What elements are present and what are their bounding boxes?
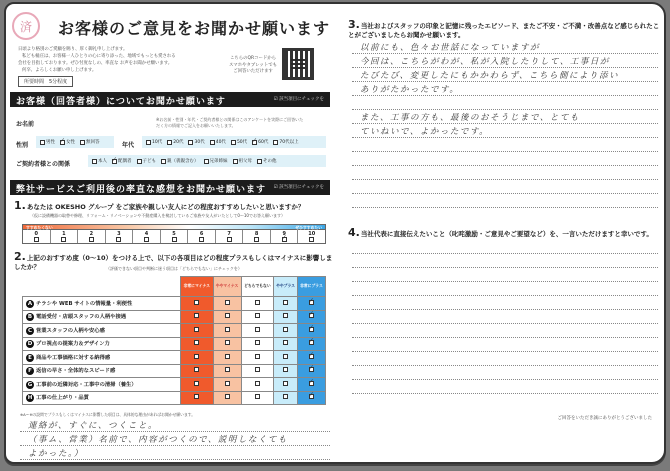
answer-line[interactable] [352,194,658,208]
checkbox[interactable] [194,327,199,332]
age-option[interactable]: ✓ 60代 [252,139,268,145]
answer-line[interactable]: （事ム、営業）名前で、内容がつくので、説明しなくても [20,432,330,446]
answer-line[interactable] [352,296,658,310]
answer-line[interactable] [352,166,658,180]
relation-option[interactable]: 子ども [137,158,157,164]
q2-answer-area[interactable] [20,418,330,460]
col-header: ややマイナス [213,277,241,297]
gender-option[interactable]: 無回答 [80,139,100,145]
relation-options [88,155,326,167]
checkbox[interactable] [283,394,288,399]
duration-label: 所要時間 5分程度 [18,76,73,87]
gender-option[interactable]: 男性 [40,139,55,145]
checkbox[interactable] [283,327,288,332]
checkbox[interactable] [188,140,193,145]
checkbox[interactable] [144,237,149,242]
checkbox[interactable] [34,237,39,242]
q3-title: 3.当社およびスタッフの印象と記憶に残ったエピソード、またご不安・ご不満・改善点など感じられたことがございましたらお聞かせ願います。 [348,18,660,39]
checkbox[interactable] [146,140,151,145]
checkbox[interactable] [257,159,262,164]
checkbox[interactable] [255,300,260,305]
qr-instructions: こちらのQRコードから スマホやタブレットでも ご回答いただけます [229,56,277,74]
name-label: お名前 [16,121,35,128]
age-option[interactable]: 30代 [188,139,204,145]
checkbox[interactable] [210,140,215,145]
answer-line[interactable] [352,352,658,366]
checkbox[interactable] [225,340,230,345]
checkbox[interactable] [225,394,230,399]
scale-option-8[interactable]: 8 [243,230,271,243]
scale-option-3[interactable]: 3 [106,230,134,243]
survey-sheet [4,2,666,464]
answer-line[interactable] [352,180,658,194]
answer-line[interactable] [352,338,658,352]
answer-line[interactable] [352,366,658,380]
q1-subtitle: （仮に設備機器の取替や修理、リフォーム・リノベーションや不動産購入を検討しているご家族や友人がいたとして0〜10でお答え願います） [30,213,285,218]
intro-text: 日頃より格別のご愛顧を賜り、厚く御礼申し上げます。 私ども桶庄は、お客様一人ひとりの心に寄り添った、地域でもっとも愛される 会社を目指しております。ぜひ忖度なしの、率直な お声をお聞かせ願います。 何卒、よろしくお願い申し上げます。 [18,47,176,73]
q2-title: 2.上記のおすすめ度（0〜10）をつける上で、以下の各項目はどの程度プラスもしくはマイナスに影響しましたか？ [14,250,333,271]
col-header: 非常にプラス [297,277,325,297]
q1-title: 1.あなたは OKESHO グループ をご家族や親しい友人にどの程度おすすめしたいと思いますか？ [14,199,305,212]
col-header: 非常にマイナス [181,277,214,297]
q2-footnote: ※A〜Hの設問でプラスもしくはマイナスに影響した項目は、具体的な理由があればお聞かせ願います。 [20,412,196,417]
checkbox[interactable] [194,381,199,386]
answer-line[interactable] [352,254,658,268]
checkbox-checked[interactable] [60,140,65,145]
checkbox[interactable] [309,237,314,242]
impact-table [22,276,326,405]
relation-label: ご契約者様との関係 [16,161,71,168]
answer-line[interactable] [352,324,658,338]
age-option[interactable]: 10代 [146,139,162,145]
q4-title: 4.当社代表に直接伝えたいこと（叱咤激励・ご意見やご要望など）を、一言いただけますと幸いです。 [348,226,653,239]
table-row: C 営業スタッフの人柄や安心感 ✓ [23,324,326,338]
checkbox[interactable] [167,140,172,145]
q3-answer-area[interactable] [352,40,658,208]
checkbox[interactable] [80,140,85,145]
checkbox[interactable] [204,159,209,164]
checkbox[interactable] [231,140,236,145]
checkbox[interactable] [194,313,199,318]
checkbox[interactable] [255,367,260,372]
answer-line[interactable]: ありがたかったです。 [352,82,658,96]
answer-line[interactable] [352,268,658,282]
letter-a-icon: A [27,300,33,307]
checkbox[interactable] [194,367,199,372]
letter-c-icon: C [27,327,33,334]
checkbox-checked[interactable] [309,340,314,345]
relation-option[interactable]: 兄弟姉妹 [204,158,228,164]
recommend-scale [22,224,326,244]
checkbox-checked[interactable] [309,313,314,318]
table-row: H 工事の仕上がり・品質 ✓ [23,391,326,405]
checkbox[interactable] [283,300,288,305]
scale-option-0[interactable]: 0 [23,230,51,243]
checkbox-checked[interactable] [252,140,257,145]
checkbox[interactable] [89,237,94,242]
checkbox[interactable] [255,327,260,332]
checkbox-checked[interactable] [309,367,314,372]
scale-option-4[interactable]: 4 [133,230,161,243]
scale-option-1[interactable]: 1 [51,230,79,243]
answer-line[interactable]: たびたび、変更したにもかかわらず、こちら側により添い [352,68,658,82]
col-header: どちらでもない [241,277,274,297]
thanks-message: ご回答をいただき誠にありがとうございました [557,416,652,421]
table-row: A チラシや WEB サイトの情報量・利便性 ✓ [23,297,326,311]
checkbox[interactable] [40,140,45,145]
age-label: 年代 [122,142,135,149]
service-section-header: 弊社サービスご利用後の率直な感想をお聞かせ願います ☑ 該当項目にチェックを [10,180,330,195]
scale-option-10[interactable]: 10 [298,230,325,243]
answer-line[interactable]: よかった。） [20,446,330,460]
checkbox[interactable] [283,340,288,345]
letter-g-icon: G [27,381,33,388]
table-row: D プロ視点の提案力＆デザイン力 ✓ [23,337,326,351]
age-option[interactable]: 40代 [210,139,226,145]
age-option[interactable]: 50代 [231,139,247,145]
checkbox-checked[interactable] [309,327,314,332]
answer-line[interactable]: 以前にも、色々お世話になっていますが [352,40,658,54]
checkbox[interactable] [255,340,260,345]
answer-line[interactable]: また、工事の方も、最後のおそうじまで、とても [352,110,658,124]
checkbox-checked[interactable] [112,159,117,164]
letter-e-icon: E [26,354,34,362]
checkbox[interactable] [225,381,230,386]
table-row: G 工事前の近隣対応・工事中の清掃（養生） ✓ [23,378,326,392]
answer-line[interactable]: 今回は、こちらがわが、私が入院したりして、工事日が [352,54,658,68]
checkbox-checked[interactable] [309,354,314,359]
age-option[interactable]: 20代 [167,139,183,145]
checkbox-checked[interactable] [309,300,314,305]
checkbox[interactable] [233,159,238,164]
scale-option-7[interactable]: 7 [216,230,244,243]
checkbox[interactable] [283,354,288,359]
col-header: ややプラス [274,277,298,297]
letter-d-icon: D [27,341,33,348]
checkbox[interactable] [283,313,288,318]
age-option[interactable]: 70代以上 [273,139,298,145]
checkbox[interactable] [194,394,199,399]
gender-options [36,136,114,148]
checkbox[interactable] [116,237,121,242]
table-row: F 返信の早さ・全体的なスピード感 ✓ [23,364,326,378]
scale-gradient-bar: すすめたくない ぜひすすめたい [22,224,326,230]
checkbox[interactable] [254,237,259,242]
letter-f-icon: F [26,367,34,375]
age-options [142,136,326,148]
checkbox-checked[interactable] [282,237,287,242]
checkbox[interactable] [283,367,288,372]
scale-option-2[interactable]: 2 [78,230,106,243]
checkbox[interactable] [255,381,260,386]
checkbox-checked[interactable] [309,381,314,386]
answer-line[interactable] [352,96,658,110]
relation-option[interactable]: 親（義親含む） [161,158,199,164]
letter-b-icon: B [27,314,33,321]
gender-option[interactable]: ✓ 女性 [60,139,75,145]
checkbox[interactable] [255,394,260,399]
relation-option[interactable]: ✓ 配偶者 [112,158,132,164]
answer-line[interactable]: ていねいで、よかったです。 [352,124,658,138]
checkbox[interactable] [92,159,97,164]
checkbox[interactable] [225,354,230,359]
answer-line[interactable] [352,152,658,166]
name-note: ※お名前・性別・年代・ご契約者様との関係はこのアンケートを実際にご回答いただく方の情報でご記入をお願いいたします。 [156,117,304,128]
checkbox[interactable] [161,159,166,164]
stamp: 済 [12,12,40,40]
checkbox[interactable] [194,340,199,345]
answer-line[interactable] [352,310,658,324]
checkbox[interactable] [194,300,199,305]
checkbox[interactable] [225,313,230,318]
answer-line[interactable] [352,380,658,394]
checkbox[interactable] [255,313,260,318]
relation-option[interactable]: その他 [257,158,277,164]
checkbox[interactable] [283,381,288,386]
checkbox[interactable] [199,237,204,242]
checkbox[interactable] [225,367,230,372]
answer-line[interactable]: 連絡が、すぐに、つくこと。 [20,418,330,432]
q2-subtitle: （評価できない項目や判断に迷う項目は「どちらでもない」にチェックを） [106,266,242,271]
letter-h-icon: H [27,395,33,402]
name-field[interactable] [46,128,146,136]
gender-label: 性別 [16,142,29,149]
relation-option[interactable]: 祖父母 [233,158,253,164]
scale-option-9[interactable] [271,230,299,243]
checkbox[interactable] [255,354,260,359]
q4-answer-area[interactable] [352,240,658,394]
checkbox[interactable] [225,327,230,332]
qr-code[interactable] [282,48,314,80]
table-row: B 電話受付・店頭スタッフの人柄や接遇 ✓ [23,310,326,324]
relation-option[interactable]: 本人 [92,158,107,164]
checkbox[interactable] [227,237,232,242]
scale-option-6[interactable]: 6 [188,230,216,243]
checkbox[interactable] [194,354,199,359]
checkbox[interactable] [137,159,142,164]
answer-line[interactable] [352,240,658,254]
checkbox[interactable] [61,237,66,242]
answer-line[interactable] [352,282,658,296]
checkbox-checked[interactable] [309,394,314,399]
checkbox[interactable] [273,140,278,145]
page-title: お客様のご意見をお聞かせ願います [58,19,331,38]
respondent-section-header: お客様（回答者様）についてお聞かせ願います ☑ 該当項目にチェックを [10,92,330,107]
checkbox[interactable] [225,300,230,305]
checkbox[interactable] [172,237,177,242]
scale-option-5[interactable]: 5 [161,230,189,243]
answer-line[interactable] [352,138,658,152]
table-row: E 商品や工事価格に対する納得感 ✓ [23,351,326,365]
